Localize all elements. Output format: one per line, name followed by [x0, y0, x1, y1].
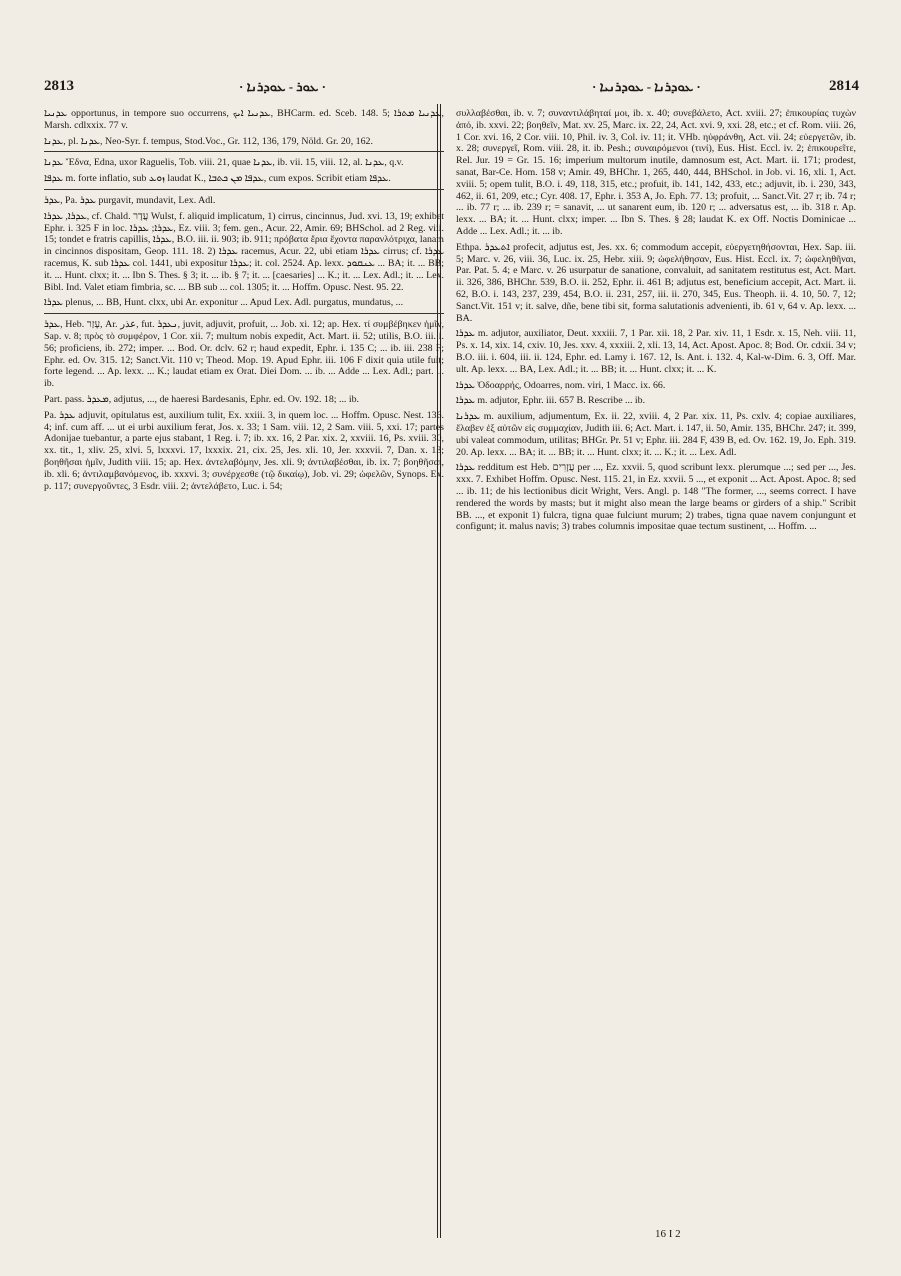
entry: ܥܕܪܐ redditum est Heb. עֲזָרִים per ..., Ez. xxvii. 5, quod scribunt lexx. plerumque ...; sed per ..., Jes. xxx. 7. Exhibet Hoffm. Opusc. Nest. 115. 21, in Ez. xxvii. 5 ..., et exponit ... Act. Apost. Apoc. 8; sed ... ib. 11; de his lectionibus dicit Wright, Vers. Angl. p. 148 "The former, ..., seems correct. I have rendered the words by masts; but it might also mean the large beams or girders of a ship." Scribit BB. ..., et exponit 1) fulcra, tigna quae fulciunt murum; 2) trabes, tigna quae navem conjungunt et configunt; it. malus navis; 3) trabes columnis impositae quae tectum sustinent, ... Hoffm. ... [456, 462, 856, 533]
entry: ܥܕܪܐ, ܥܕܪܐ, cf. Chald. עֲדָר Wulst, f. aliquid implicatum, 1) cirrus, cincinnus, Jud. xvi. 13, 19; exhibet Ephr. i. 325 F in loc. ܥܕܪܐ; ܥܕܪܐ, Ez. viii. 3; fem. gen., Acur. 22, Amir. 69; BHSchol. ad 2 Reg. viii. 15; tondet e fratris capillis, ܥܕܪܐ, B.O. iii. ii. 903; ib. 911; πρόβατα ἔρια ἔχοντα παρανλότριχα, lanam in cincinnos dispositam, Geop. 111. 18. 2) ܥܕܪܐ racemus, Acur. 22, ubi etiam ܥܕܪܐ cirrus; cf. ܥܕܪܐ racemus, K. sub ܥܕܪܐ col. 1441, ubi expositur ܥܕܪܐ; it. col. 2524. Ap. lexx. ܥܢܩܘܕ ... BA; it. ... BB; it. ... Hunt. clxx; it. ... Ibn S. Thes. § 3; it. ... ib. § 7; it. ... [caesaries] ... K.; it. ... Lex. Adl.; it. ... Lex. Bibl. Ind. Valet etiam fimbria, sc. ... BB sub ... col. 1305; it. ... Hoffm. Opusc. Nest. 95. 22. [44, 210, 444, 293]
entry: ܥܕܪܐ m. adjutor, Ephr. iii. 657 B. Rescribe ... ib. [456, 395, 646, 407]
page-number-right: 2814 [829, 78, 859, 94]
entry: ܥܕܪ, Heb. עָזַר, Ar. عذر, fut. ܢܥܕܪ, juvit, adjuvit, profuit, ... Job. xi. 12; ap. Hex. τί συμβέβηκεν ἡμῖν, Sap. v. 8; πρὸς τὸ συμφέρον, 1 Cor. xii. 7; multum nobis expedit, Act. Mart. ii. 52; utilis, B.O. iii. i. 56; proficiens, ib. 272; imper. ... Bod. Or. dclv. 62 r; haud expedit, Ephr. i. 135 C; ... ib. iii. 238 F; Ephr. ed. Ov. 315. 12; Sanct.Vit. 110 v; Theod. Mop. 19. Apud Ephr. iii. 106 F dixit quia utile fuit; forte legend. ... Ap. lexx. ... K.; laudat etiam ex Orat. Diei Dom. ... ib. ... Adde ... Lex. Adl.; part. ... ib. [44, 313, 444, 390]
entry: Ethpa. ܐܬܥܕܪ profecit, adjutus est, Jes. xx. 6; commodum accepit, εὐεργετηθήσονται, Hex. Sap. iii. 5; Marc. v. 26, viii. 36, Luc. ix. 25, Hebr. xiii. 9; ὠφελήθησαν, Eus. Hist. Eccl. ix. 7; ὠφεληθῆναι, Par. Pat. 5. 4; e Marc. v. 26 usurpatur de sanatione, convaluit, ad sanitatem restitutus est, Act. Mart. ii. 326, 386, BHChr. 539, B.O. ii. 252, Ephr. ii. 461 B; adjutus est, beneficium accepit, Act. Mart. ii. 62, B.O. i. 143, 237, 239, 454, B.O. ii. 231, 257, iii. ii. 270, 345, Eus. Theoph. ii. 4. 10, 50. 7, 12; Sanct.Vit. 151 v; it. salve, dñe, bene tibi sit, forma salutationis advenienti, ib. 61 v, 64 v. Ap. lexx. ... BA. [456, 241, 856, 324]
entry: ܥܕܢܝܐ opportunus, in tempore suo occurrens, ܥܕܢܝܐ ܐܝܟ, BHCarm. ed. Sceb. 148. 5; ܥܕܢܝܐ ܡܬܪܐ, Marsh. cdlxxix. 77 v. [44, 108, 444, 131]
page-number-left: 2813 [44, 78, 74, 94]
entry: συλλαβέσθαι, ib. v. 7; συναντιλάβηταί μοι, ib. x. 40; συνεβάλετο, Act. xviii. 27; ἐπικουρίας τυχὼν ἀπό, ib. xxvi. 22; βοηθεῖν, Mat. xv. 25, Marc. ix. 22, 24, Act. xvi. 9, xxi. 28, etc.; et cf. Rom. viii. 26, 1 Cor. xvi. 16, 2 Cor. viii. 10, Phil. iv. 3, Col. iv. 11; it. VHb. ηὐφράνθη, Act. vii. 24; εὐεργετῶν, ib. x. 28; συνεργεῖ, Rom. viii. 28, it. ib. Pesh.; συναιρόμενοι (τινί), Eus. Hist. Eccl. iv. 2; ἐπικουρεῖτε, Rel. Jur. 19 = Gr. 15. 16; imperium multorum inutile, damnosum est, Act. Mart. ii. 171; prodest, sanat, Bar-Ce. Hom. 158 v; Amir. 49, BHChr. 1, 265, 440, 444, BHSchol. in Job. vi. 16, xli. 1, Act. xviii. 5; opem tulit, B.O. i. 49, 118, 315, etc.; profuit, ib. 141, 142, 433, etc.; adjuvit, ib. i. 230, 343, 462, ii. 61, 209, etc.; Cyr. 408. 17, Ephr. i. 353 A, Jo. Eph. 77. 13; profuit, ... Sanct.Vit. 27 r; ib. 74 r; ... ib. 77 r; ... ib. 239 r; = sanavit, ... ut sanarent eum, ib. 120 r; ... adversatus est, ... ib. 318 r. Ap. lexx. ... BA; it. ... Hunt. clxx; imper. ... Ibn S. Thes. § 28; laudat K. ex Off. Noctis Dominicae ... Adde ... Lex. Adl.; it. ... ib. [456, 108, 856, 237]
running-head-right: · ܥܘܕܪܢܐ - ܥܘܕܪܢܝܐ · [592, 79, 701, 94]
entry: ܥܕܪܐ plenus, ... BB, Hunt. clxx, ubi Ar. exponitur ... Apud Lex. Adl. purgatus, mundatus, ... [44, 297, 404, 309]
entry: ܥܕܪܐ Ὀδοαρρής, Odoarres, nom. viri, 1 Macc. ix. 66. [456, 379, 666, 391]
right-column [456, 108, 856, 1243]
entry: Pa. ܥܕܪ adjuvit, opitulatus est, auxilium tulit, Ex. xxiii. 3, in quem loc. ... Hoffm. Opusc. Nest. 136. 4; inf. cum aff. ... ut ei urbi auxilium ferat, Jos. x. 33; 1 Sam. viii. 12, 2 Sam. viii. 5, xxi. 17; partes Adonijae tuebantur, a parte ejus stabant, 1 Reg. i. 7; ib. xx. 16, 2 Par. xix. 2, xxviii. 16, Ps. xviii. 30, xx. tit., 1, xliv. 25, xlvi. 5, lxxxvi. 17, lxxxix. 21, cix. 25, Jes. xli. 10, Jer. xxxvii. 7, Dan. x. 13; βοηθῆσαι ἡμῖν, Judith viii. 15; ap. Hex. ἀντελαβόμην, Jes. xli. 9; ἀντιλαβέσθαι, ib. ix. 7; βοηθῆσαι, ib. xli. 6; ἀντιλαμβανόμενος, ib. xxxvi. 3; συνέρχεσθε (τῷ δικαίῳ), Job. vi. 29; ὠφελῶν, Synops. Ex. p. 117; συνεργοῦντες, 3 Esdr. viii. 2; ἀντελάβετο, Luc. i. 54; [44, 409, 444, 492]
signature-mark: 16 I 2 [655, 1228, 681, 1240]
entry: ܥܕܢܐ, pl. ܥܕܢܐ, Neo-Syr. f. tempus, Stod.Voc., Gr. 112, 136, 179, Nöld. Gr. 20, 162. [44, 135, 373, 147]
entry: ܥܕܪܢܐ m. auxilium, adjumentum, Ex. ii. 22, xviii. 4, 2 Par. xix. 11, Ps. cxlv. 4; copiae auxiliares, ἔλαβεν ἐξ αὐτῶν εἰς συμμαχίαν, Judith iii. 6; Act. Mart. i. 147, ii. 50, Amir. 135, BHChr. 247; it. 399, ubi valeat commodum, utilitas; BHGr. Pr. 51 v; Ephr. iii. 284 F, 439 B, ed. Ov. 162. 19, Jo. Eph. 319. 20. Ap. lexx. ... BA; it. ... BB; it. ... Hunt. clxx; it. ... K.; it. ... Lex. Adl. [456, 411, 856, 458]
page-header [44, 78, 859, 100]
entry: ܥܕܦܐ m. forte inflatio, sub ܙܘܥ laudat K., ܥܕܦܐ ܡܢ ܟܬܒܐ, cum expos. Scribit etiam ܥܕܦܐ. [44, 173, 391, 185]
entry: ܥܕܪܐ m. adjutor, auxiliator, Deut. xxxiii. 7, 1 Par. xii. 18, 2 Par. xiv. 11, 1 Esdr. x. 15, Neh. viii. 11, Ps. x. 14, xix. 14, cxiv. 10, Jes. xxv. 4, xxxiii. 2, xli. 13, 14, Act. Apost. Apoc. 8; Bod. Or. cdxii. 34 v; B.O. iii. i. 604, iii. ii. 124, Ephr. ed. Lamy i. 167. 12, Is. Ant. i. 132. 4, Kal-w-Dim. 6. 3, Off. Mar. ult. Ap. lexx. ... BA, Lex. Adl.; it. ... BB; it. ... Hunt. clxx; it. ... K. [456, 328, 856, 375]
entry: Part. pass. ܡܥܕܪ, adjutus, ..., de haeresi Bardesanis, Ephr. ed. Ov. 192. 18; ... ib. [44, 393, 360, 405]
left-column [44, 108, 444, 1243]
running-head-left: · ܥܘܪ - ܥܘܕܪܢܐ · [239, 79, 326, 94]
entry: ܥܕܢܐ Ἔδνα, Edna, uxor Raguelis, Tob. viii. 21, quae ܥܕܢܐ, ib. vii. 15, viii. 12, al. ܥܕܢܐ, q.v. [44, 151, 444, 169]
entry: ܥܕܪ, Pa. ܥܕܪ purgavit, mundavit, Lex. Adl. [44, 189, 444, 207]
